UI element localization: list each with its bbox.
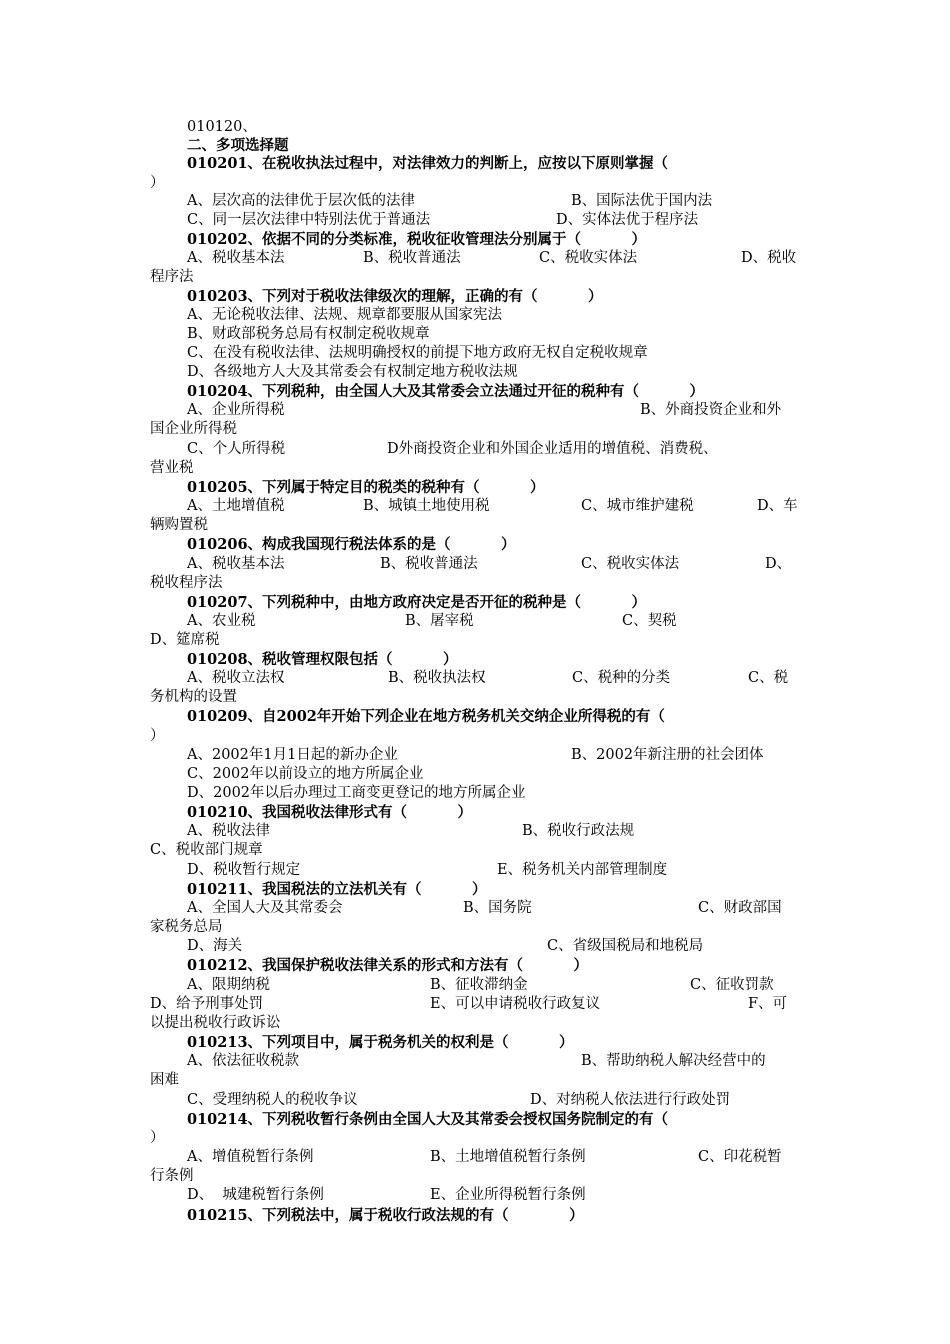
option: A、无论税收法律、法规、规章都要服从国家宪法 bbox=[187, 307, 502, 323]
option: C、个人所得税 bbox=[187, 441, 286, 457]
option: A、税收法律 bbox=[187, 823, 270, 839]
option: D、对纳税人依法进行行政处罚 bbox=[530, 1092, 731, 1108]
question-stem: 010211、我国税法的立法机关有（ ） bbox=[187, 881, 487, 898]
question-stem: 010207、下列税种中，由地方政府决定是否开征的税种是（ ） bbox=[187, 594, 647, 611]
option: D、各级地方人大及其常委会有权制定地方税收法规 bbox=[187, 364, 518, 380]
option: C、征收罚款 bbox=[690, 977, 774, 993]
text-line: 税收程序法 bbox=[150, 575, 223, 591]
question-stem: 010206、构成我国现行税法体系的是（ ） bbox=[187, 536, 516, 553]
text-line: 辆购置税 bbox=[150, 517, 208, 533]
option: D、 城建税暂行条例 bbox=[187, 1187, 324, 1203]
question-stem: 010210、我国税收法律形式有（ ） bbox=[187, 804, 473, 821]
text-line: ） bbox=[150, 1130, 165, 1146]
question-stem: 010214、下列税收暂行条例由全国人大及其常委会授权国务院制定的有（ bbox=[187, 1111, 669, 1128]
text-line: ） bbox=[150, 728, 165, 744]
option: D、车 bbox=[757, 498, 798, 514]
question-stem: 010215、下列税法中，属于税收行政法规的有（ ） bbox=[187, 1207, 584, 1224]
option: C、在没有税收法律、法规明确授权的前提下地方政府无权自定税收规章 bbox=[187, 345, 648, 361]
option: B、国际法优于国内法 bbox=[571, 193, 713, 209]
option: A、2002年1月1日起的新办企业 bbox=[187, 747, 398, 763]
option: B、土地增值税暂行条例 bbox=[430, 1149, 586, 1165]
question-stem: 010201、在税收执法过程中，对法律效力的判断上，应按以下原则掌握（ bbox=[187, 155, 669, 172]
option: C、财政部国 bbox=[698, 900, 782, 916]
option: E、企业所得税暂行条例 bbox=[430, 1187, 586, 1203]
option: C、省级国税局和地税局 bbox=[547, 938, 704, 954]
option: C、印花税暂 bbox=[698, 1149, 782, 1165]
section-heading: 二、多项选择题 bbox=[187, 137, 289, 154]
text-line: 困难 bbox=[150, 1072, 179, 1088]
option: E、可以申请税收行政复议 bbox=[430, 996, 601, 1012]
text-line: 务机构的设置 bbox=[150, 689, 237, 705]
option: E、税务机关内部管理制度 bbox=[497, 862, 668, 878]
option: B、税收行政法规 bbox=[522, 823, 635, 839]
question-stem: 010203、下列对于税收法律级次的理解，正确的有（ ） bbox=[187, 288, 603, 305]
question-stem: 010213、下列项目中，属于税务机关的权利是（ ） bbox=[187, 1034, 574, 1051]
option: A、全国人大及其常委会 bbox=[187, 900, 343, 916]
question-stem: 010212、我国保护税收法律关系的形式和方法有（ ） bbox=[187, 957, 589, 974]
option: C、税收实体法 bbox=[581, 556, 680, 572]
question-stem: 010202、依据不同的分类标准，税收征收管理法分别属于（ ） bbox=[187, 231, 647, 248]
question-stem: 010209、自2002年开始下列企业在地方税务机关交纳企业所得税的有（ bbox=[187, 708, 665, 725]
option: C、2002年以前设立的地方所属企业 bbox=[187, 766, 424, 782]
option: D、海关 bbox=[187, 938, 243, 954]
option: B、税收执法权 bbox=[388, 670, 486, 686]
option: D、给予刑事处罚 bbox=[150, 996, 264, 1012]
option: B、2002年新注册的社会团体 bbox=[571, 747, 764, 763]
option: B、国务院 bbox=[463, 900, 532, 916]
option: B、屠宰税 bbox=[405, 613, 474, 629]
text-line: ） bbox=[150, 175, 165, 191]
option: F、可 bbox=[748, 996, 788, 1012]
option: D、 bbox=[765, 556, 792, 572]
option: C、城市维护建税 bbox=[581, 498, 694, 514]
option: D、税收 bbox=[741, 250, 797, 266]
option: A、税收基本法 bbox=[187, 250, 285, 266]
option: B、税收普通法 bbox=[380, 556, 478, 572]
option: A、限期纳税 bbox=[187, 977, 270, 993]
text-line: 家税务总局 bbox=[150, 919, 223, 935]
question-stem: 010205、下列属于特定目的税类的税种有（ ） bbox=[187, 479, 545, 496]
text-line: 国企业所得税 bbox=[150, 421, 237, 437]
text-line: 010120、 bbox=[187, 119, 257, 135]
question-stem: 010204、下列税种，由全国人大及其常委会立法通过开征的税种有（ ） bbox=[187, 383, 705, 400]
option: A、企业所得税 bbox=[187, 402, 285, 418]
option: B、帮助纳税人解决经营中的 bbox=[581, 1053, 766, 1069]
option: A、土地增值税 bbox=[187, 498, 285, 514]
option: C、受理纳税人的税收争议 bbox=[187, 1092, 358, 1108]
option: C、税收部门规章 bbox=[150, 842, 263, 858]
text-line: 营业税 bbox=[150, 460, 194, 476]
text-line: 以提出税收行政诉讼 bbox=[150, 1015, 281, 1031]
option: D、实体法优于程序法 bbox=[556, 212, 699, 228]
option: A、税收基本法 bbox=[187, 556, 285, 572]
option: A、层次高的法律优于层次低的法律 bbox=[187, 193, 415, 209]
option: C、契税 bbox=[622, 613, 677, 629]
question-stem: 010208、税收管理权限包括（ ） bbox=[187, 651, 458, 668]
option: B、外商投资企业和外 bbox=[640, 402, 782, 418]
option: D、筵席税 bbox=[150, 632, 220, 648]
option: B、财政部税务总局有权制定税收规章 bbox=[187, 326, 430, 342]
text-line: 程序法 bbox=[150, 269, 194, 285]
option: A、税收立法权 bbox=[187, 670, 285, 686]
option: C、税种的分类 bbox=[572, 670, 671, 686]
option: C、同一层次法律中特别法优于普通法 bbox=[187, 212, 431, 228]
option: D、税收暂行规定 bbox=[187, 862, 301, 878]
option: A、农业税 bbox=[187, 613, 256, 629]
option: B、征收滞纳金 bbox=[430, 977, 528, 993]
option: C、税 bbox=[748, 670, 789, 686]
option: D、2002年以后办理过工商变更登记的地方所属企业 bbox=[187, 785, 526, 801]
option: C、税收实体法 bbox=[539, 250, 638, 266]
option: A、增值税暂行条例 bbox=[187, 1149, 314, 1165]
text-line: 行条例 bbox=[150, 1168, 194, 1184]
option: B、城镇土地使用税 bbox=[363, 498, 490, 514]
option: A、依法征收税款 bbox=[187, 1053, 299, 1069]
option: D外商投资企业和外国企业适用的增值税、消费税、 bbox=[387, 441, 718, 457]
option: B、税收普通法 bbox=[363, 250, 461, 266]
